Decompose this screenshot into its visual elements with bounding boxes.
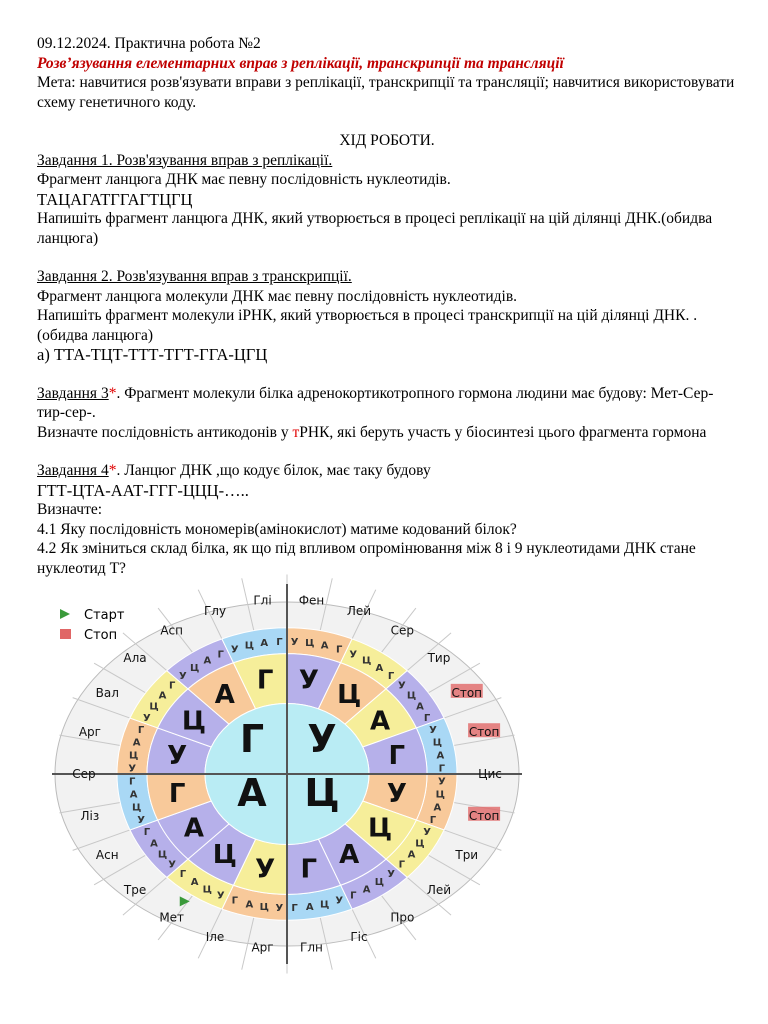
task3-heading: Завдання 3 [37, 384, 109, 402]
codon-third-letter: У [429, 725, 437, 737]
codon-third-letter: Ц [157, 849, 168, 861]
codon-third-letter: А [260, 638, 269, 650]
codon-third-letter: У [423, 826, 431, 838]
progress-heading: ХІД РОБОТИ. [339, 132, 435, 149]
task4-text: . Ланцюг ДНК ,що кодує білок, має таку будову [116, 462, 431, 479]
amino-acid-label: Асп [160, 623, 184, 638]
codon-third-letter: Г [429, 814, 437, 826]
codon-third-letter: Ц [362, 655, 372, 667]
amino-acid-label: Фен [298, 593, 325, 608]
codon-second-letter: У [255, 854, 276, 885]
codon-third-letter: А [320, 640, 329, 652]
codon-third-letter: А [305, 901, 314, 913]
codon-first-letter: Г [239, 717, 265, 761]
codon-third-letter: А [158, 690, 167, 702]
codon-third-letter: А [190, 877, 199, 889]
codon-third-letter: А [132, 737, 141, 749]
codon-third-letter: Г [217, 649, 224, 661]
codon-third-letter: А [362, 884, 371, 896]
amino-acid-label: Сер [390, 623, 415, 638]
codon-third-letter: У [397, 680, 406, 692]
codon-third-letter: А [416, 701, 424, 713]
amino-acid-label: Про [390, 910, 415, 925]
codon-second-letter: Ц [337, 679, 362, 710]
task3-text: . Фрагмент молекули білка адренокортикотропного гормона людини має будову: Мет-Сер-тир-сер-. [37, 384, 714, 421]
codon-third-letter: У [335, 895, 344, 907]
codon-third-letter: Ц [244, 640, 254, 652]
task2-heading: Завдання 2. Розв'язування вправ з транскрипції. [37, 268, 352, 285]
codon-third-letter: А [129, 789, 138, 801]
codon-third-letter: Г [179, 868, 187, 880]
codon-second-letter: Г [300, 854, 318, 885]
task3-question-red: т [292, 423, 300, 441]
codon-third-letter: Г [398, 859, 406, 871]
codon-first-letter: У [307, 717, 337, 761]
amino-acid-label: Три [455, 848, 479, 863]
amino-acid-label: Арг [78, 725, 101, 740]
codon-third-letter: У [290, 636, 299, 648]
codon-third-letter: Ц [415, 838, 425, 850]
codon-third-letter: Ц [305, 638, 315, 650]
task1-heading: Завдання 1. Розв'язування вправ з реплікації. [37, 151, 333, 169]
codon-third-letter: Г [276, 636, 283, 648]
amino-acid-label: Лей [426, 882, 452, 897]
amino-acid-label: Глн [300, 940, 323, 955]
codon-third-letter: Г [231, 895, 238, 907]
wheel-body [52, 574, 522, 973]
codon-third-letter: А [436, 750, 445, 762]
codon-third-letter: А [245, 899, 254, 911]
codon-third-letter: Ц [190, 662, 200, 674]
task3-star: * [108, 384, 117, 402]
codon-third-letter: Ц [432, 737, 442, 749]
codon-third-letter: Ц [435, 789, 445, 801]
codon-third-letter: У [168, 859, 177, 871]
codon-third-letter: У [437, 776, 446, 788]
task2-sequence: а) ТТА-ТЦТ-ТТТ-ТГТ-ГГА-ЦГЦ [37, 345, 268, 364]
amino-acid-label: Вал [95, 685, 119, 700]
amino-acid-label: Стоп [468, 725, 500, 740]
task1-text: Фрагмент ланцюга ДНК має певну послідовність нуклеотидів. [37, 171, 451, 188]
codon-third-letter: Г [336, 644, 343, 656]
task4-q1: 4.1 Яку послідовність мономерів(амінокислот) матиме кодований білок? [37, 520, 517, 538]
task4-sequence: ГТТ-ЦТА-ААТ-ГГГ-ЦЦЦ-….. [37, 480, 249, 500]
codon-third-letter: У [230, 644, 239, 656]
task3-question-start: Визначте послідовність антикодонів у [37, 423, 293, 441]
codon-second-letter: А [339, 840, 360, 871]
codon-third-letter: У [349, 649, 358, 661]
amino-acid-label: Тре [123, 882, 147, 897]
codon-first-letter: Ц [304, 771, 340, 815]
amino-acid-label: Стоп [468, 808, 500, 823]
codon-third-letter: А [375, 662, 384, 674]
codon-third-letter: Г [143, 826, 151, 838]
document-page [37, 34, 737, 578]
codon-third-letter: Ц [132, 802, 142, 814]
amino-acid-label: Ліз [80, 808, 100, 823]
task1-question: Напишіть фрагмент ланцюга ДНК, який утворюється в процесі реплікації на цій ділянці ДНК.(обидва ланцюга) [37, 210, 713, 247]
task4-heading: Завдання 4 [37, 462, 109, 479]
task3-question-end: РНК, які беруть участь у біосинтезі цього фрагмента гормона [299, 423, 707, 441]
amino-acid-label: Глі [253, 593, 272, 608]
codon-second-letter: А [214, 679, 235, 710]
codon-third-letter: Г [168, 680, 176, 692]
codon-second-letter: Ц [181, 706, 206, 737]
date-line: 09.12.2024. Практична робота №2 [37, 35, 261, 52]
codon-second-letter: А [183, 813, 204, 844]
amino-acid-label: Мет [159, 910, 185, 925]
codon-third-letter: А [433, 802, 442, 814]
amino-acid-label: Цис [478, 767, 502, 781]
codon-second-letter: У [386, 778, 407, 809]
stop-square-icon [60, 629, 71, 639]
codon-third-letter: У [179, 671, 187, 683]
codon-second-letter: Г [168, 778, 186, 809]
codon-second-letter: У [298, 665, 319, 696]
codon-third-letter: У [387, 868, 395, 880]
codon-third-letter: Ц [149, 701, 159, 713]
codon-third-letter: А [407, 849, 416, 861]
task4-define: Визначте: [37, 501, 103, 518]
amino-acid-label: Стоп [451, 685, 483, 700]
codon-third-letter: А [203, 655, 212, 667]
task4-paragraph [37, 461, 737, 481]
codon-third-letter: Г [291, 903, 298, 915]
codon-third-letter: Г [423, 713, 431, 725]
codon-third-letter: У [137, 814, 145, 826]
codon-third-letter: Г [387, 671, 395, 683]
codon-third-letter: Ц [320, 899, 330, 911]
codon-third-letter: У [275, 903, 284, 915]
task4-q2: 4.2 Як зміниться склад білка, як що під впливом опромінювання між 8 і 9 нуклеотидами ДНК стане нуклеотид Т? [37, 540, 696, 577]
codon-third-letter: Ц [202, 884, 212, 896]
codon-second-letter: У [167, 741, 188, 772]
codon-second-letter: А [370, 706, 391, 737]
amino-acid-label: Лей [346, 603, 372, 618]
codon-third-letter: У [143, 713, 151, 725]
amino-acid-label: Гіс [350, 930, 368, 945]
task2-text: Фрагмент ланцюга молекули ДНК має певну послідовність нуклеотидів. [37, 287, 518, 305]
amino-acid-label: Арг [251, 940, 274, 955]
goal-text: Мета: навчитися розв'язувати вправи з реплікації, транскрипції та трансляції; навчитися використовувати схему генетичного коду. [37, 74, 735, 111]
task2-question: Напишіть фрагмент молекули іРНК, який утворюється в процесі транскрипції на цій ділянці ДНК. .(обидва ланцюга) [37, 307, 698, 344]
task3-paragraph [37, 384, 737, 423]
amino-acid-label: Тир [427, 651, 451, 666]
codon-second-letter: Г [388, 741, 406, 772]
codon-third-letter: Ц [259, 901, 269, 913]
genetic-code-wheel [40, 593, 502, 955]
codon-third-letter: Ц [374, 877, 384, 889]
codon-third-letter: У [216, 890, 225, 902]
codon-first-letter: А [237, 771, 267, 815]
legend-start-label: Старт [84, 608, 125, 623]
amino-acid-label: Асн [95, 848, 119, 863]
task1-sequence: ТАЦАГАТГГАГТЦГЦ [37, 189, 193, 209]
codon-third-letter: Г [350, 890, 357, 902]
work-title: Розв’язування елементарних вправ з реплікації, транскрипції та трансляції [37, 54, 564, 72]
amino-acid-label: Іле [205, 930, 225, 945]
amino-acid-label: Сер [72, 767, 96, 781]
codon-third-letter: А [150, 838, 158, 850]
codon-second-letter: Ц [212, 840, 237, 871]
codon-third-letter: Ц [129, 750, 139, 762]
legend-stop-label: Стоп [84, 628, 118, 643]
codon-third-letter: Г [137, 725, 145, 737]
amino-acid-label: Ала [123, 651, 147, 666]
task4-star: * [108, 462, 117, 479]
codon-second-letter: Г [256, 665, 274, 696]
legend [60, 608, 125, 643]
start-triangle-icon [60, 609, 70, 619]
codon-third-letter: Г [128, 776, 136, 788]
codon-third-letter: Ц [406, 690, 417, 702]
task3-question [37, 423, 737, 443]
amino-acid-label: Глу [203, 603, 227, 618]
codon-second-letter: Ц [368, 813, 393, 844]
codon-third-letter: У [128, 763, 137, 775]
codon-third-letter: Г [438, 763, 446, 775]
